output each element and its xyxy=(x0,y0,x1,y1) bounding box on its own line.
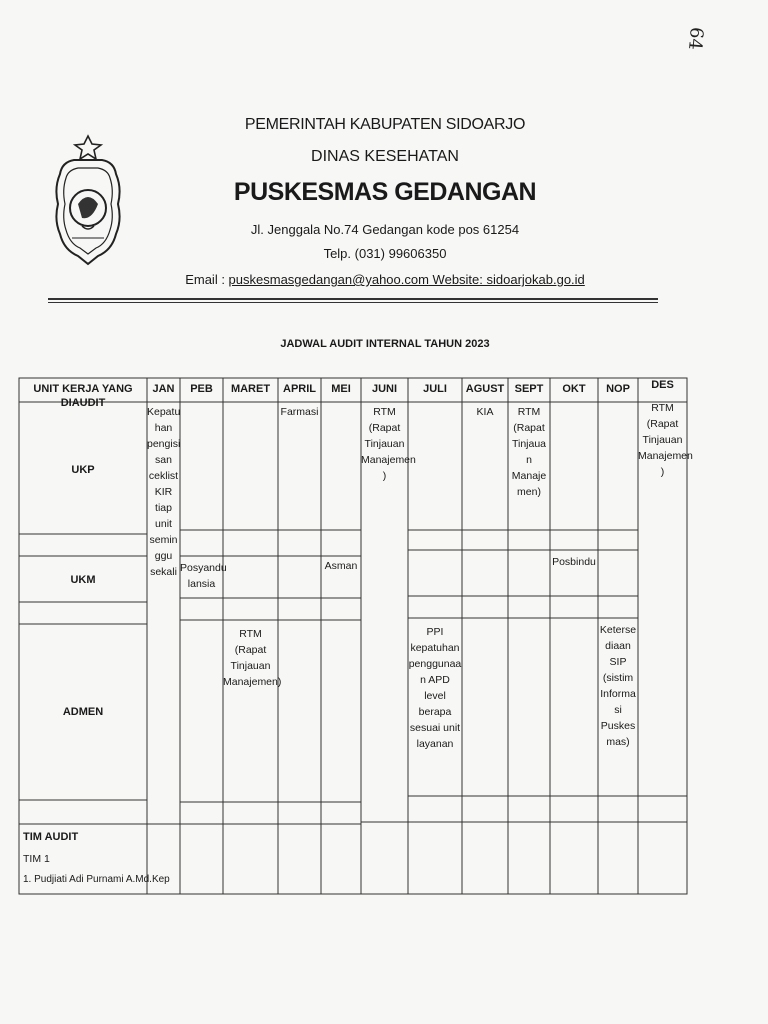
website-link[interactable]: sidoarjokab.go.id xyxy=(486,272,585,287)
header-department: DINAS KESEHATAN xyxy=(311,148,459,165)
col-header-agust: AGUST xyxy=(465,383,505,395)
cell-nop-admen: Keterse diaan SIP (sistim Informa si Puskes mas) xyxy=(599,624,637,748)
header-puskesmas: PUSKESMAS GEDANGAN xyxy=(233,178,537,206)
col-header-unit: UNIT KERJA YANG DIAUDIT xyxy=(33,383,133,409)
row-label-ukm: UKM xyxy=(70,574,96,586)
header-address: Jl. Jenggala No.74 Gedangan kode pos 61254 xyxy=(250,222,520,237)
email-label: Email : xyxy=(185,272,229,287)
cell-agust-ukp: KIA xyxy=(476,406,494,418)
col-header-april: APRIL xyxy=(283,383,316,395)
cell-mei-ukm: Asman xyxy=(324,560,358,572)
col-header-maret: MARET xyxy=(230,383,271,395)
margin-note: 64 xyxy=(683,26,707,51)
col-header-nop: NOP xyxy=(606,383,630,395)
col-header-okt: OKT xyxy=(562,383,586,395)
col-header-des: DES xyxy=(651,379,674,391)
col-header-juni: JUNI xyxy=(371,383,398,395)
website-label: Website: xyxy=(428,272,487,287)
row-label-ukp: UKP xyxy=(71,464,95,476)
col-header-sept: SEPT xyxy=(514,383,544,395)
col-header-juli: JULI xyxy=(423,383,447,395)
cell-juli-admen: PPI kepatuhan penggunaa n APD level berapa sesuai unit layanan xyxy=(408,626,462,750)
col-header-jan: JAN xyxy=(152,383,175,395)
cell-april-ukp: Farmasi xyxy=(280,406,319,418)
email-link[interactable]: puskesmasgedangan@yahoo.com xyxy=(228,272,429,287)
header-phone: Telp. (031) 99606350 xyxy=(323,246,447,261)
cell-jan-all: Kepatu han pengisi san ceklist KIR tiap unit semin ggu sekali xyxy=(147,406,181,578)
tim-audit-title: TIM AUDIT xyxy=(23,831,79,843)
col-header-mei: MEI xyxy=(331,383,351,395)
tim-1-member-1: 1. Pudjiati Adi Purnami A.Md.Kep xyxy=(23,874,170,885)
cell-juni-all: RTM (Rapat Tinjauan Manajemen ) xyxy=(361,406,416,482)
tim-1-label: TIM 1 xyxy=(23,853,50,865)
col-header-peb: PEB xyxy=(190,383,213,395)
cell-okt-ukm: Posbindu xyxy=(552,556,596,568)
cell-maret-admen: RTM (Rapat Tinjauan Manajemen) xyxy=(223,628,282,688)
cell-peb-ukm: Posyandu lansia xyxy=(180,562,227,590)
cell-sept-ukp: RTM (Rapat Tinjaua n Manaje men) xyxy=(511,406,547,498)
document-title: JADWAL AUDIT INTERNAL TAHUN 2023 xyxy=(280,338,490,350)
row-label-admen: ADMEN xyxy=(62,706,104,718)
cell-des-all: RTM (Rapat Tinjauan Manajemen ) xyxy=(638,402,693,478)
header-government: PEMERINTAH KABUPATEN SIDOARJO xyxy=(244,116,526,133)
